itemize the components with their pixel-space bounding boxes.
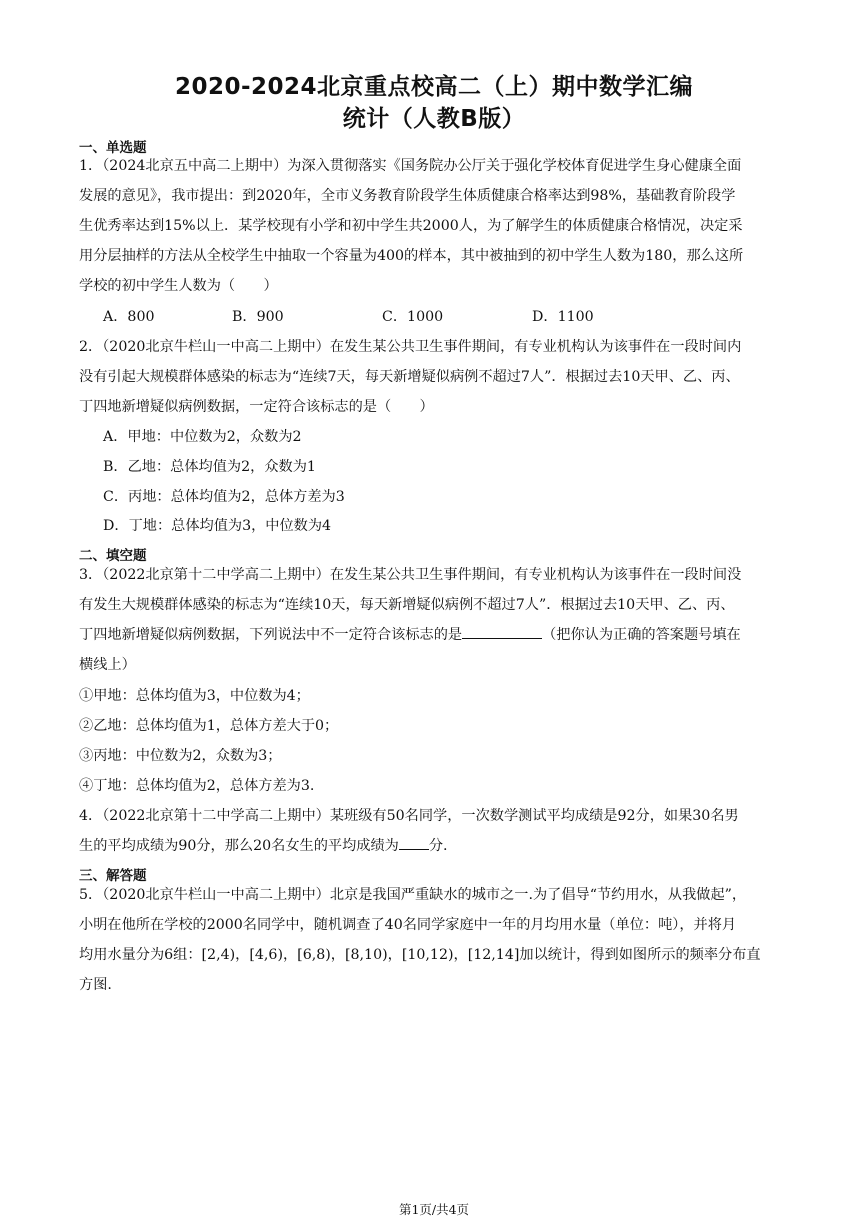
page-title: 2020-2024北京重点校高二（上）期中数学汇编	[174, 74, 694, 100]
q1-line: 发展的意见》，我市提出：到2020年，全市义务教育阶段学生体质健康合格率达到98%，基础教育阶段学	[79, 188, 736, 204]
section-heading-solution: 三、解答题	[79, 868, 147, 884]
q5-line: 均用水量分为6组：[2,4)，[4,6)，[6,8)，[8,10)，[10,12)，[12,14]加以统计，得到如图所示的频率分布直	[79, 947, 761, 963]
q1-option-a: A．800	[103, 309, 155, 325]
q1-line: 学校的初中学生人数为（ ）	[79, 278, 278, 294]
section-heading-fill-in: 二、填空题	[79, 548, 147, 564]
page-number: 第1页/共4页	[398, 1202, 470, 1217]
q2-option-a: A．甲地：中位数为2，众数为2	[103, 429, 302, 445]
q3-item: ①甲地：总体均值为3，中位数为4；	[79, 688, 310, 704]
q3-item: ②乙地：总体均值为1，总体方差大于0；	[79, 718, 339, 734]
q4-answer-blank[interactable]	[399, 837, 429, 850]
q5-line: 方图.	[79, 977, 112, 993]
q2-line: 2．（2020北京牛栏山一中高二上期中）在发生某公共卫生事件期间，有专业机构认为该事件在一段时间内	[79, 339, 742, 355]
q3-line: 有发生大规模群体感染的标志为“连续10天，每天新增疑似病例不超过7人”．根据过去10天甲、乙、丙、	[79, 597, 735, 613]
q3-line: 3．（2022北京第十二中学高二上期中）在发生某公共卫生事件期间，有专业机构认为该事件在一段时间没	[79, 567, 742, 583]
q3-line-text: 丁四地新增疑似病例数据，下列说法中不一定符合该标志的是	[79, 627, 463, 643]
q5-line: 5．（2020北京牛栏山一中高二上期中）北京是我国严重缺水的城市之一.为了倡导“节约用水，从我做起”，	[79, 887, 747, 903]
section-heading-single-choice: 一、单选题	[79, 140, 147, 156]
q3-line	[79, 624, 741, 644]
q4-line: 4．（2022北京第十二中学高二上期中）某班级有50名同学，一次数学测试平均成绩是92分，如果30名男	[79, 808, 739, 824]
q3-line-text: （把你认为正确的答案题号填在	[542, 627, 741, 643]
q2-option-d: D．丁地：总体均值为3，中位数为4	[103, 518, 332, 534]
q3-line: 横线上）	[79, 657, 136, 673]
page-subtitle: 统计（人教B版）	[342, 106, 526, 132]
q4-line-text: 分.	[428, 838, 448, 854]
q1-option-d: D．1100	[532, 309, 594, 325]
q1-line: 1．（2024北京五中高二上期中）为深入贯彻落实《国务院办公厅关于强化学校体育促进学生身心健康全面	[79, 158, 742, 174]
q3-item: ③丙地：中位数为2，众数为3；	[79, 748, 282, 764]
q3-item: ④丁地：总体均值为2，总体方差为3.	[79, 778, 315, 794]
q1-option-c: C．1000	[382, 309, 444, 325]
q3-answer-blank[interactable]	[462, 626, 542, 639]
q2-option-b: B．乙地：总体均值为2，众数为1	[103, 459, 316, 475]
q1-option-b: B．900	[232, 309, 284, 325]
q2-option-c: C．丙地：总体均值为2，总体方差为3	[103, 489, 345, 505]
q4-line-text: 生的平均成绩为90分，那么20名女生的平均成绩为	[79, 838, 399, 854]
q1-line: 用分层抽样的方法从全校学生中抽取一个容量为400的样本，其中被抽到的初中学生人数为180，那么这所	[79, 248, 744, 264]
q5-line: 小明在他所在学校的2000名同学中，随机调查了40名同学家庭中一年的月均用水量（单位：吨），并将月	[79, 917, 737, 933]
q2-line: 没有引起大规模群体感染的标志为“连续7天，每天新增疑似病例不超过7人”．根据过去10天甲、乙、丙、	[79, 369, 740, 385]
q4-line	[79, 835, 448, 855]
q1-line: 生优秀率达到15%以上．某学校现有小学和初中学生共2000人，为了解学生的体质健康合格情况，决定采	[79, 218, 743, 234]
q2-line: 丁四地新增疑似病例数据，一定符合该标志的是（ ）	[79, 399, 434, 415]
